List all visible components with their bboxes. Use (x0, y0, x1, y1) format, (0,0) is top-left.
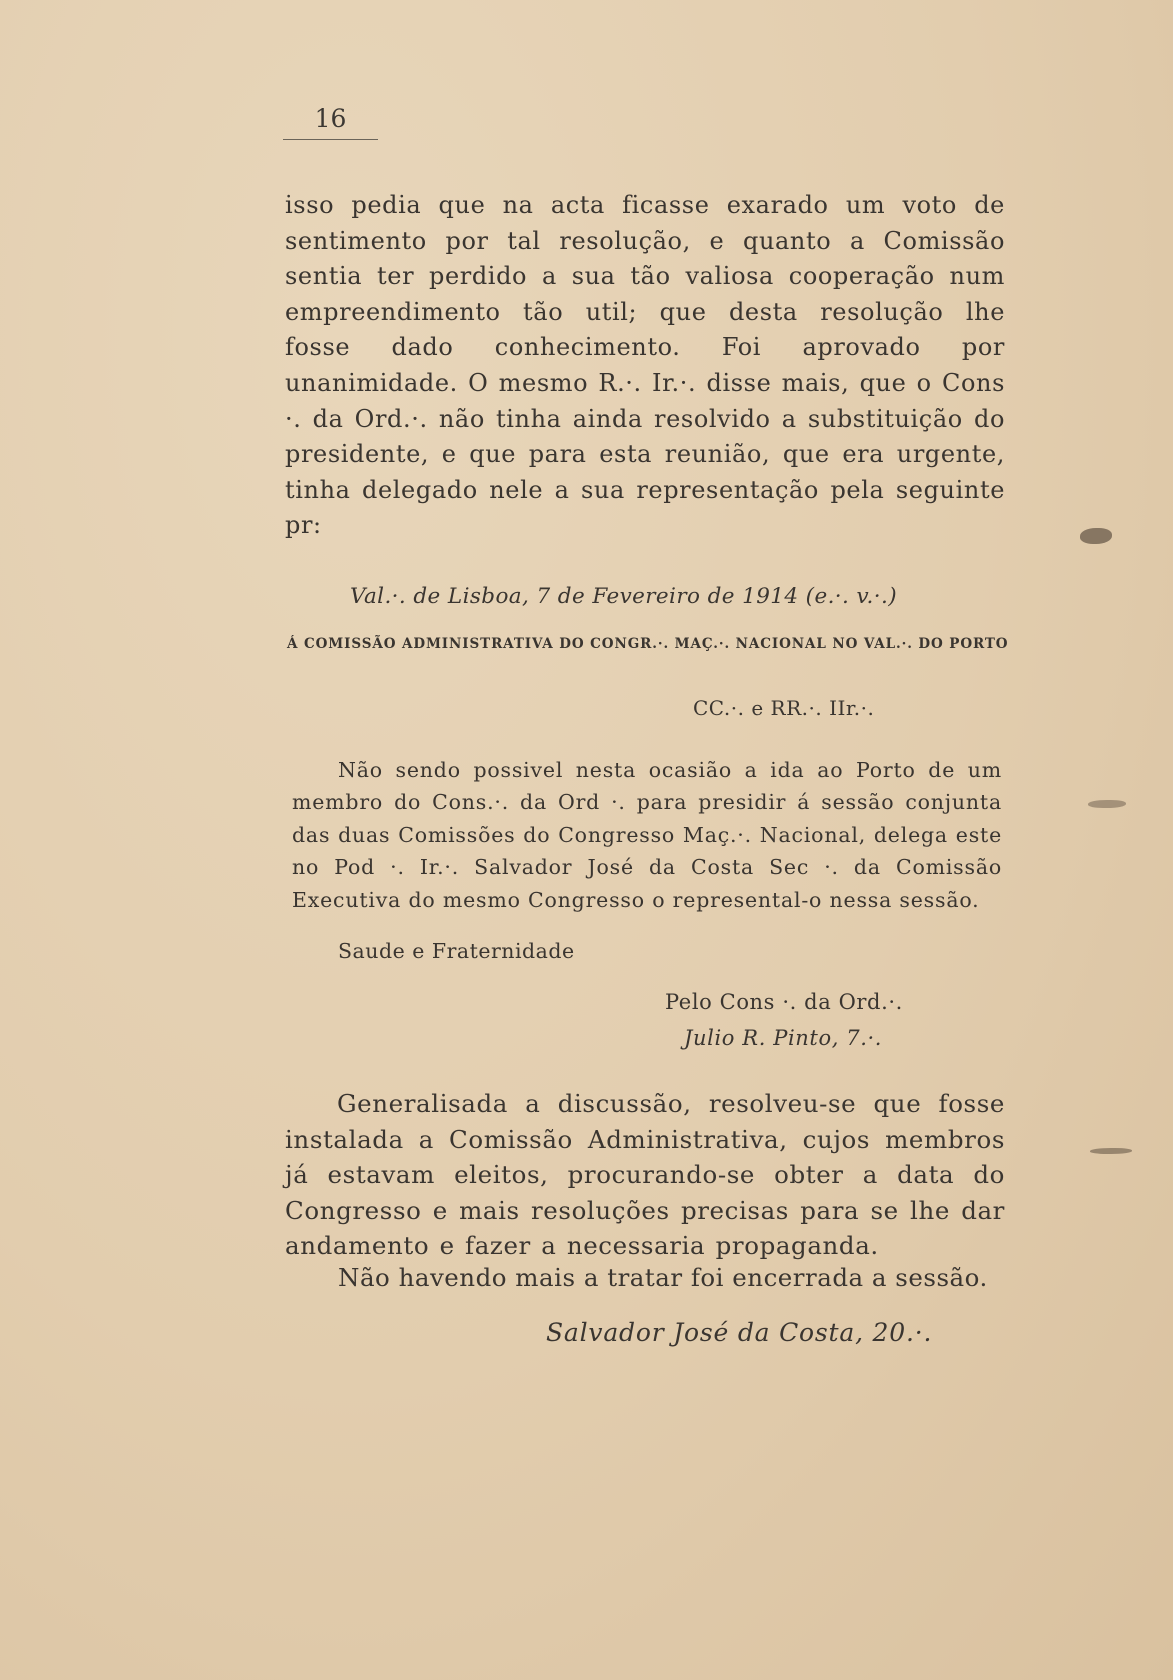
final-signature: Salvador José da Costa, 20.·. (546, 1318, 933, 1347)
letter-signature-line-1: Pelo Cons ·. da Ord.·. (665, 990, 903, 1014)
page-number: 16 (314, 104, 347, 133)
letter-closing: Saude e Fraternidade (338, 939, 575, 963)
letter-signature-line-2: Julio R. Pinto, 7.·. (684, 1026, 883, 1050)
paragraph-1: isso pedia que na acta ficasse exarado um voto de sentimento por tal resolução, e quanto a Comissão sentia ter perdido a sua tão valiosa cooperação num empreendimento tão util; que desta resolução lhe fosse dado conhecimento. Foi aprovado por unanimidade. O mesmo R.·. Ir.·. disse mais, que o Cons ·. da Ord.·. não tinha ainda resolvido a substituição do presidente, e que para esta reunião, que era urgente, tinha delegado nele a sua representação pela seguinte pr: (285, 191, 1005, 540)
binding-stain-mark (1080, 528, 1112, 544)
letter-date-line: Val.·. de Lisboa, 7 de Fevereiro de 1914 (e.·. v.·.) (350, 584, 897, 609)
letter-body: Não sendo possivel nesta ocasião a ida ao Porto de um membro do Cons.·. da Ord ·. para presidir á sessão conjunta das duas Comissões do Congresso Maç.·. Nacional, delega este no Pod ·. Ir.·. Salvador José da Costa Sec ·. da Comissão Executiva do mesmo Congresso o represental-o nessa sessão. (292, 758, 1002, 912)
closing-sentence: Não havendo mais a tratar foi encerrada a sessão. (338, 1263, 988, 1292)
binding-stain-mark (1090, 1148, 1132, 1154)
letter-salutation: CC.·. e RR.·. IIr.·. (693, 696, 875, 720)
paragraph-2: Generalisada a discussão, resolveu-se que fosse instalada a Comissão Administrativa, cujos membros já estavam eleitos, procurando-se obter a data do Congresso e mais resoluções precisas para se lhe dar andamento e fazer a necessaria propaganda. (285, 1089, 1005, 1260)
binding-stain-mark (1088, 800, 1126, 808)
letter-addressee: Á COMISSÃO ADMINISTRATIVA DO CONGR.·. MAÇ.·. NACIONAL NO VAL.·. DO PORTO (287, 636, 1009, 652)
page-number-rule (283, 139, 378, 140)
